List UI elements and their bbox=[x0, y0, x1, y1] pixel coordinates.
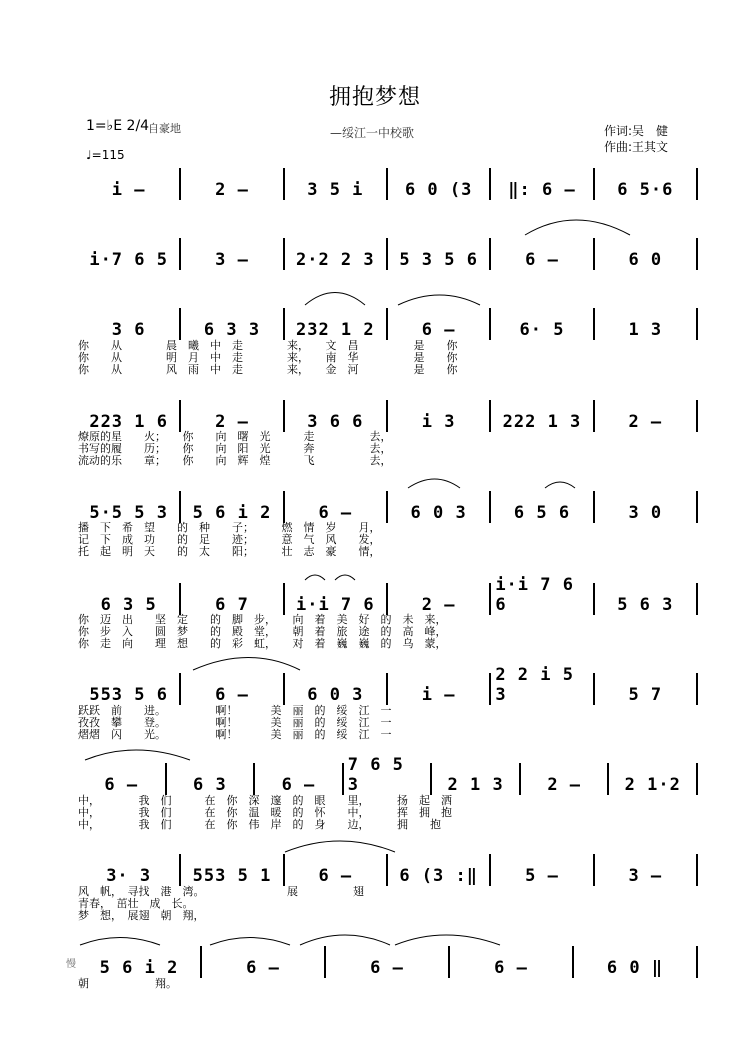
measure: 6 – bbox=[494, 958, 528, 978]
expression-mark: 自豪地 bbox=[148, 122, 181, 135]
measure: 2 – bbox=[628, 412, 663, 432]
slur bbox=[525, 220, 630, 235]
slur bbox=[395, 935, 500, 945]
notation-row bbox=[78, 402, 698, 432]
slur bbox=[305, 293, 365, 306]
barline bbox=[696, 491, 698, 523]
measure: 1 3 bbox=[628, 320, 663, 340]
measure: 5 – bbox=[525, 866, 559, 886]
measure: i·i 7 6 6 bbox=[495, 575, 574, 615]
lyric-line: 托 起 明 天 的 太 阳； 壮 志 豪 情， bbox=[78, 545, 381, 558]
measure: 553 5 1 bbox=[192, 866, 272, 886]
tempo-change-mark: 慢 bbox=[66, 959, 76, 970]
lyric-line: 梦 想， 展翅 朝 翔， bbox=[78, 909, 205, 922]
lyric-line: 青春， 茁壮 成 长。 bbox=[78, 897, 194, 910]
measure: 232 1 2 bbox=[295, 320, 375, 340]
measure: 2 – bbox=[547, 775, 582, 795]
measure: i·7 6 5 bbox=[89, 250, 168, 270]
notation-row bbox=[78, 575, 698, 615]
lyric-line: 孜孜 攀 登。 啊！ 美 丽 的 绥 江 一 bbox=[78, 716, 392, 729]
lyric-line: 跃跃 前 进。 啊！ 美 丽 的 绥 江 一 bbox=[78, 704, 392, 717]
slur bbox=[80, 938, 160, 946]
measure: 6 5 6 bbox=[513, 503, 571, 523]
measure: 3 6 6 bbox=[307, 412, 364, 432]
barline bbox=[696, 308, 698, 340]
composer-credit: 作曲:王其文 bbox=[604, 140, 669, 154]
measure: 6 3 bbox=[193, 775, 227, 795]
measure: 6 3 3 bbox=[203, 320, 261, 340]
slur bbox=[305, 575, 325, 580]
measure: i·i 7 6 bbox=[295, 595, 375, 615]
key-signature: 1=♭E 2/4 bbox=[86, 118, 150, 134]
lyric-line: 你 从 晨 曦 中 走 来， 文 昌 是 你 bbox=[78, 339, 458, 352]
measure: i – bbox=[111, 180, 146, 200]
measure: 6 – bbox=[281, 775, 316, 795]
measure: 5 6 i 2 bbox=[192, 503, 272, 523]
barline bbox=[696, 400, 698, 432]
lyric-line: 书写的履 历； 你 向 阳 光 奔 去， bbox=[78, 442, 392, 455]
measure: 2·2 2 3 bbox=[295, 250, 375, 270]
lyric-line: 你 走 向 理 想 的 彩 虹， 对 着 巍 巍 的 乌 蒙， bbox=[78, 637, 447, 650]
lyric-line: 流动的乐 章； 你 向 辉 煌 飞 去， bbox=[78, 454, 392, 467]
slur bbox=[545, 482, 575, 488]
lyric-line: 中， 我 们 在 你 伟 岸 的 身 边， 拥 抱 bbox=[78, 818, 441, 831]
measure: i 3 bbox=[421, 412, 456, 432]
notation-row bbox=[78, 240, 698, 270]
measure: 6 3 5 bbox=[100, 595, 157, 615]
lyric-line: 中， 我 们 在 你 深 邃 的 眼 里， 扬 起 洒 bbox=[78, 794, 452, 807]
measure: 2 – bbox=[215, 180, 249, 200]
measure: 3 – bbox=[628, 866, 663, 886]
measure: 5·5 5 3 bbox=[89, 503, 168, 523]
measure: 6 0 (3 bbox=[404, 180, 473, 200]
measure: 3 6 bbox=[111, 320, 146, 340]
measure: i – bbox=[421, 685, 456, 705]
slur bbox=[210, 938, 290, 946]
measure: 2 – bbox=[421, 595, 456, 615]
lyric-line: 你 步 入 圆 梦 的 殿 堂， 朝 着 旅 途 的 高 峰， bbox=[78, 625, 447, 638]
notation-row bbox=[78, 665, 698, 705]
lyric-line: 熠熠 闪 光。 啊！ 美 丽 的 绥 江 一 bbox=[78, 728, 392, 741]
lyric-line: 燎原的星 火； 你 向 曙 光 走 去， bbox=[78, 430, 392, 443]
measure: 2 – bbox=[215, 412, 249, 432]
notation-row bbox=[78, 948, 698, 978]
measure: 5 6 3 bbox=[617, 595, 674, 615]
slur bbox=[335, 575, 355, 580]
measure: 6 – bbox=[525, 250, 559, 270]
measure: 3 0 bbox=[628, 503, 663, 523]
measure: 2 1·2 bbox=[624, 775, 681, 795]
tempo-mark: ♩=115 bbox=[86, 148, 125, 162]
measure: 6 0 ‖ bbox=[606, 958, 664, 978]
lyric-line: 中， 我 们 在 你 温 暖 的 怀 中， 挥 拥 抱 bbox=[78, 806, 452, 819]
notation-row bbox=[78, 310, 698, 340]
lyric-line: 你 从 明 月 中 走 来， 南 华 是 你 bbox=[78, 351, 458, 364]
barline bbox=[696, 168, 698, 200]
measure: 3· 3 bbox=[106, 866, 152, 886]
measure: 6 0 3 bbox=[410, 503, 467, 523]
measure: 3 – bbox=[215, 250, 249, 270]
measure: 6 – bbox=[318, 866, 353, 886]
measure: 553 5 6 bbox=[89, 685, 168, 705]
measure: 223 1 6 bbox=[89, 412, 168, 432]
barline bbox=[696, 946, 698, 978]
measure: 6 – bbox=[104, 775, 139, 795]
measure: 6 7 bbox=[215, 595, 249, 615]
barline bbox=[696, 854, 698, 886]
measure: 6 – bbox=[215, 685, 249, 705]
slur bbox=[285, 841, 395, 852]
measure: 2 1 3 bbox=[447, 775, 504, 795]
lyric-line: 记 下 成 功 的 足 迹； 意 气 风 发， bbox=[78, 533, 381, 546]
lyric-line: 你 从 风 雨 中 走 来， 金 河 是 你 bbox=[78, 363, 458, 376]
slur bbox=[408, 479, 460, 488]
measure: 3 5 i bbox=[307, 180, 364, 200]
measure: 6 – bbox=[246, 958, 280, 978]
barline bbox=[696, 673, 698, 705]
song-subtitle: —绥江一中校歌 bbox=[330, 126, 415, 140]
slur bbox=[300, 935, 390, 945]
measure: 6 – bbox=[421, 320, 456, 340]
barline bbox=[696, 763, 698, 795]
notation-row bbox=[78, 755, 698, 795]
song-title: 拥抱梦想 bbox=[328, 85, 421, 110]
lyric-line: 风 帆， 寻找 港 湾。 展 翅 bbox=[78, 885, 364, 898]
slur bbox=[398, 295, 480, 305]
measure: 2 2 i 5 3 bbox=[495, 665, 574, 705]
measure: 6 0 bbox=[628, 250, 663, 270]
notation-row bbox=[78, 493, 698, 523]
barline bbox=[696, 238, 698, 270]
measure: 6· 5 bbox=[519, 320, 565, 340]
measure: 6 – bbox=[370, 958, 404, 978]
measure: 5 7 bbox=[628, 685, 663, 705]
measure: 6 0 3 bbox=[307, 685, 364, 705]
measure: 222 1 3 bbox=[502, 412, 582, 432]
measure: 5 3 5 6 bbox=[399, 250, 478, 270]
lyric-line: 朝 翔。 bbox=[78, 977, 177, 990]
notation-row bbox=[78, 170, 698, 200]
lyricist-credit: 作词:吴 健 bbox=[604, 124, 669, 138]
slur bbox=[85, 750, 190, 760]
measure: 6 – bbox=[318, 503, 353, 523]
lyric-line: 你 迈 出 坚 定 的 脚 步， 向 着 美 好 的 未 来， bbox=[78, 613, 447, 626]
measure: 7 6 5 3 bbox=[347, 755, 404, 795]
measure: ‖: 6 – bbox=[508, 180, 576, 200]
barline bbox=[696, 583, 698, 615]
measure: 6 5·6 bbox=[617, 180, 674, 200]
measure: 6 (3 :‖ bbox=[399, 866, 478, 886]
slur bbox=[193, 658, 300, 671]
lyric-line: 播 下 希 望 的 种 子； 燃 情 岁 月， bbox=[78, 521, 381, 534]
notation-row bbox=[78, 856, 698, 886]
measure: 5 6 i 2 bbox=[99, 958, 179, 978]
